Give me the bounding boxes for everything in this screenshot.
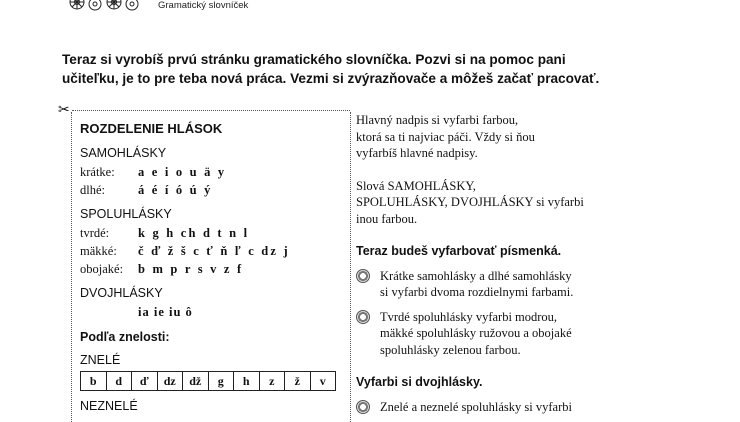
samohlasky-row-kratke — [80, 163, 342, 181]
row-letters: á é í ó ú ý — [138, 182, 213, 197]
instruction-heading-1: Teraz budeš vyfarbovať písmenká. — [356, 244, 562, 258]
instruction-heading-2: Vyfarbi si dvojhlásky. — [356, 375, 483, 389]
neznele-label: NEZNELÉ — [80, 399, 138, 413]
samohlasky-row-dlhe — [80, 181, 342, 199]
znele-label: ZNELÉ — [80, 353, 121, 367]
row-letters: b m p r s v z f — [138, 261, 244, 276]
znele-cell: h — [234, 372, 260, 390]
znele-cell: dž — [183, 372, 209, 390]
text-line: Hlavný nadpis si vyfarbi farbou, — [356, 113, 519, 127]
text-line: ktorá sa ti najviac páči. Vždy si ňou — [356, 129, 535, 144]
spoluhlasky-row-makke — [80, 242, 342, 260]
podla-znelosti-heading: Podľa znelosti: — [80, 330, 170, 344]
text-line: SPOLUHLÁSKY, DVOJHLÁSKY si vyfarbi — [356, 195, 584, 209]
samohlasky-heading: SAMOHLÁSKY — [80, 146, 167, 160]
instruction-bullet — [356, 309, 736, 359]
bullet-icon — [356, 400, 370, 414]
text-line: spoluhlásky zelenou farbou. — [380, 342, 521, 357]
text-line: Krátke samohlásky a dlhé samohlásky — [380, 268, 572, 283]
text-line: vyfarbíš hlavné nadpisy. — [356, 146, 478, 160]
dvojhlasky-heading: DVOJHLÁSKY — [80, 286, 163, 300]
text-line: inou farbou. — [356, 211, 418, 226]
cut-line-top — [72, 110, 350, 111]
card-title: ROZDELENIE HLÁSOK — [80, 121, 223, 136]
header-title: Gramatický slovníček — [158, 0, 249, 11]
text-line: mäkké spoluhlásky ružovou a obojaké — [380, 326, 572, 340]
cut-line-right — [350, 112, 351, 422]
row-label: obojaké: — [80, 261, 124, 276]
row-letters: k g h ch d t n l — [138, 225, 250, 240]
scissors-icon: ✂ — [58, 103, 70, 118]
instruction-p1 — [356, 112, 736, 162]
text-line: Znelé a neznelé spoluhlásky si vyfarbi — [380, 399, 572, 414]
znele-cell: dz — [158, 372, 184, 390]
text-line: Tvrdé spoluhlásky vyfarbi modrou, — [380, 309, 558, 324]
row-label: tvrdé: — [80, 225, 110, 240]
dictionary-card — [80, 118, 342, 413]
row-letters: č ď ž š c ť ň ľ c dz j — [138, 243, 290, 258]
instructions — [356, 112, 736, 415]
znele-cell: ď — [132, 372, 158, 390]
spoluhlasky-row-tvrde — [80, 224, 342, 242]
row-label: krátke: — [80, 164, 115, 179]
spoluhlasky-heading: SPOLUHLÁSKY — [80, 207, 172, 221]
text-line: Slová SAMOHLÁSKY, — [356, 178, 476, 193]
flower-logo — [62, 0, 152, 20]
znele-cell: z — [260, 372, 286, 390]
row-letters: a e i o u ä y — [138, 164, 227, 179]
znele-cell: ž — [285, 372, 311, 390]
spoluhlasky-row-obojake — [80, 260, 342, 278]
text-line: si vyfarbi dvoma rozdielnymi farbami. — [380, 285, 574, 299]
bullet-icon — [356, 310, 370, 324]
znele-cell: v — [319, 373, 326, 388]
znele-grid — [80, 371, 336, 391]
intro-text — [62, 50, 702, 88]
bullet-icon — [356, 269, 370, 283]
instruction-p2 — [356, 178, 736, 228]
row-label: dlhé: — [80, 182, 105, 197]
cut-line-left — [71, 112, 72, 422]
row-label: mäkké: — [80, 243, 117, 258]
intro-line-1: Teraz si vyrobíš prvú stránku gramatického slovníčka. Pozvi si na pomoc pani — [62, 52, 566, 67]
znele-cell: d — [107, 372, 133, 390]
instruction-bullet — [356, 268, 736, 301]
instruction-bullet — [356, 399, 736, 416]
dvojhlasky-letters: ia ie iu ô — [138, 305, 193, 319]
znele-cell: b — [81, 372, 107, 390]
znele-cell: g — [209, 372, 235, 390]
intro-line-2: učiteľku, je to pre teba nová práca. Vezmi si zvýrazňovače a môžeš začať pracovať. — [62, 71, 600, 86]
